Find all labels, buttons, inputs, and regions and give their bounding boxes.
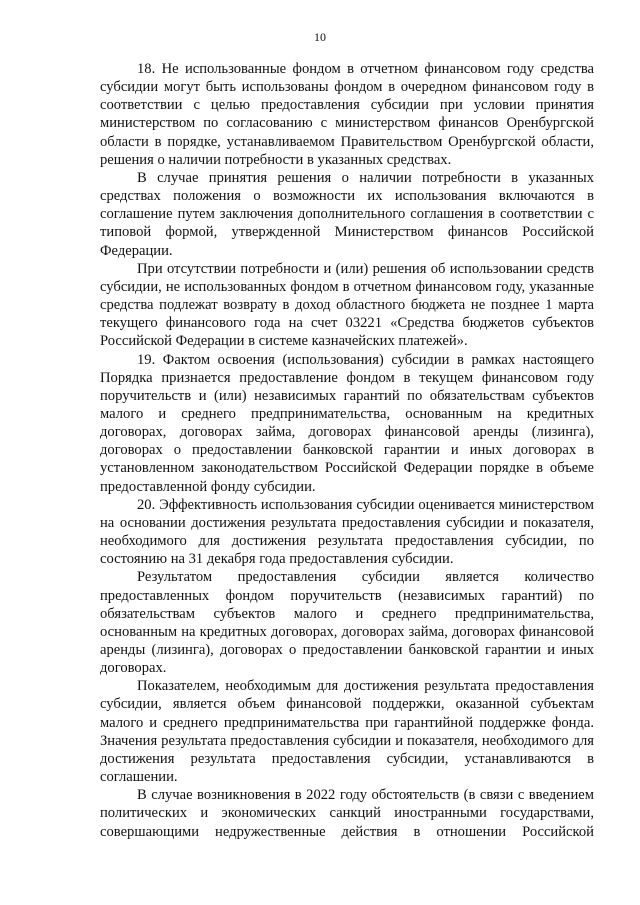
paragraph-19: 19. Фактом освоения (использования) субсидии в рамках настоящего Порядка признается предоставление фондом в текущем финансовом году поручительств и (или) независимых гарантий по обязательствам субъектов малого и среднего предпринимательства, основанным на кредитных договорах, договорах займа, договорах финансовой аренды (лизинга), договорах о предоставлении банковской гарантии и иных договорах в установленном законодательством Российской Федерации порядке в объеме предоставленной фонду субсидии. [100,351,594,495]
paragraph-return-of-funds: При отсутствии потребности и (или) решения об использовании средств субсидии, не использованных фондом в отчетном финансовом году, указанные средства подлежат возврату в доход областного бюджета не позднее 1 марта текущего финансового года на счет 03221 «Средства бюджетов субъектов Российской Федерации в системе казначейских платежей». [100,260,594,350]
paragraph-20: 20. Эффективность использования субсидии оценивается министерством на основании достижения результата предоставления субсидии и показателя, необходимого для достижения результата предоставления субсидии, по состоянию на 31 декабря года предоставления субсидии. [100,496,594,568]
document-body [100,60,594,841]
paragraph-result: Результатом предоставления субсидии является количество предоставленных фондом поручительств (независимых гарантий) по обязательствам субъектов малого и среднего предпринимательства, основанным на кредитных договорах, договорах займа, договорах финансовой аренды (лизинга), договорах о предоставлении банковской гарантии и иных договорах. [100,569,594,677]
paragraph-18: 18. Не использованные фондом в отчетном финансовом году средства субсидии могут быть использованы фондом в очередном финансовом году в соответствии с целью предоставления субсидии при условии принятия министерством по согласованию с министерством финансов Оренбургской области в порядке, устанавливаемом Правительством Оренбургской области, решения о наличии потребности в указанных средствах. [100,61,594,168]
paragraph-2022-circumstances: В случае возникновения в 2022 году обстоятельств (в связи с введением политических и экономических санкций иностранными государствами, совершающими недружественные действия в отношении Российской [100,787,594,840]
paragraph-indicator: Показателем, необходимым для достижения результата предоставления субсидии, является объем финансовой поддержки, оказанной субъектам малого и среднего предпринимательства при гарантийной поддержке фонда. Значения результата предоставления субсидии и показателя, необходимого для достижения результата предоставления субсидии, устанавливаются в соглашении. [100,678,594,786]
paragraph-additional-agreement: В случае принятия решения о наличии потребности в указанных средствах положения о возможности их использования включаются в соглашение путем заключения дополнительного соглашения в соответствии с типовой формой, утвержденной Министерством финансов Российской Федерации. [100,169,594,259]
page-number: 10 [314,30,326,44]
